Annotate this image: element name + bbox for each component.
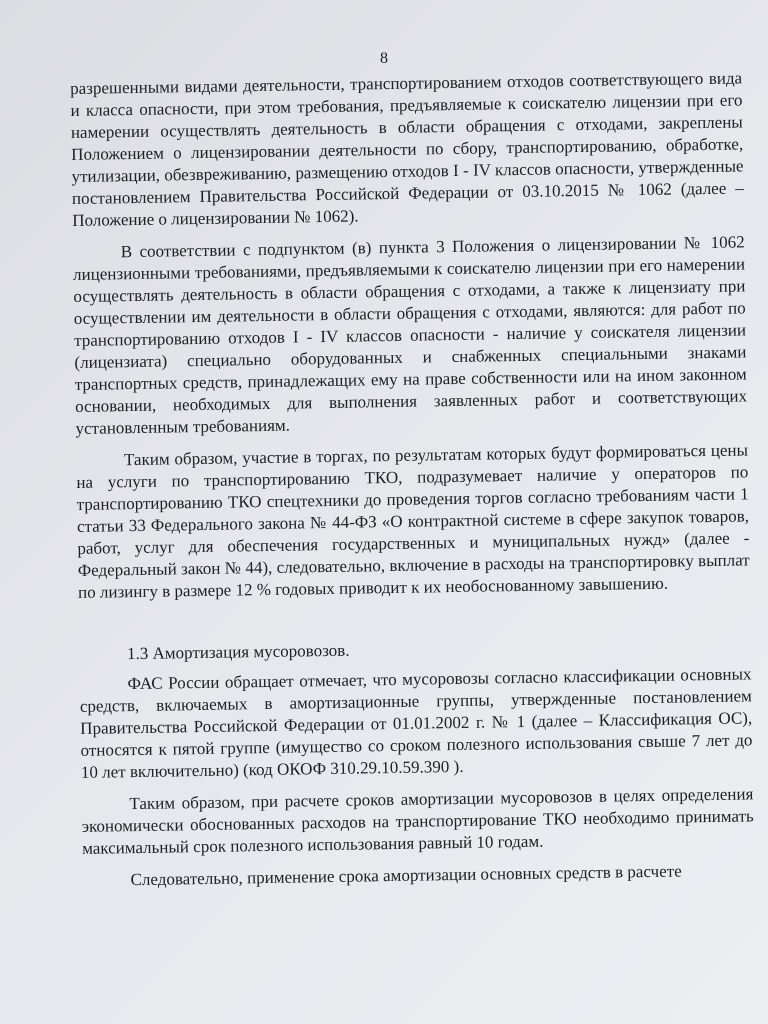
section-heading: 1.3 Амортизация мусоровозов. [126, 640, 350, 664]
paragraph-3: Таким образом, участие в торгах, по результатам которых будут формироваться цены на услуги по транспортированию ТКО, подразумевает наличие у операторов по транспортированию ТКО спецтехники до проведения торгов согласно требованиям части 1 статьи 33 Федерального закона № 44-ФЗ «О контрактной системе в сфере закупок товаров, работ, услуг для обеспечения государственных и муниципальных нужд» (далее - Федеральный закон № 44), следовательно, включение в расходы на транспортировку выплат по лизингу в размере 12 % годовых приводит к их необоснованному завышению. [76, 440, 750, 602]
paragraph-5: Таким образом, при расчете сроков амортизации мусоровозов в целях определения экономически обоснованных расходов на транспортирование ТКО необходимо принимать максимальный срок полезного использования равный 10 годам. [81, 784, 754, 858]
paragraph-4: ФАС России обращает отмечает, что мусоровозы согласно классификации основных средств, включаемых в амортизационные группы, утвержденные постановлением Правительства Российской Федерации от 01.01.2002 г. № 1 (далее – Классификация ОС), относятся к пятой группе (имущество со сроком полезного использования свыше 7 лет до 10 лет включительно) (код ОКОФ 310.29.10.59.390 ). [79, 664, 753, 782]
paragraph-2: В соответствии с подпунктом (в) пункта 3 Положения о лицензировании № 1062 лицензионными требованиями, предъявляемыми к соискателю лицензии при его намерении осуществлять деятельность в области обращения с отходами, а также к лицензиату при осуществлении им деятельности в области обращения с отходами, являются: для работ по транспортированию отходов I - IV классов опасности - наличие у соискателя лицензии (лицензиата) специально оборудованных и снабженных специальными знаками транспортных средств, принадлежащих ему на праве собственности или на ином законном основании, необходимых для выполнения заявленных работ и соответствующих установленным требованиям. [72, 232, 748, 438]
paragraph-6: Следовательно, применение срока амортизации основных средств в расчете [130, 861, 682, 890]
page-number: 8 [380, 50, 388, 67]
paragraph-1: разрешенными видами деятельности, транспортированием отходов соответствующего вида и класса опасности, при этом требования, предъявляемые к соискателю лицензии при его намерении осуществлять деятельность в области обращения с отходами, закреплены Положением о лицензировании деятельности по сбору, транспортированию, обработке, утилизации, обезвреживанию, размещению отходов I - IV классов опасности, утвержденные постановлением Правительства Российской Федерации от 03.10.2015 № 1062 (далее – Положение о лицензировании № 1062). [70, 68, 744, 230]
document-body [70, 67, 755, 901]
